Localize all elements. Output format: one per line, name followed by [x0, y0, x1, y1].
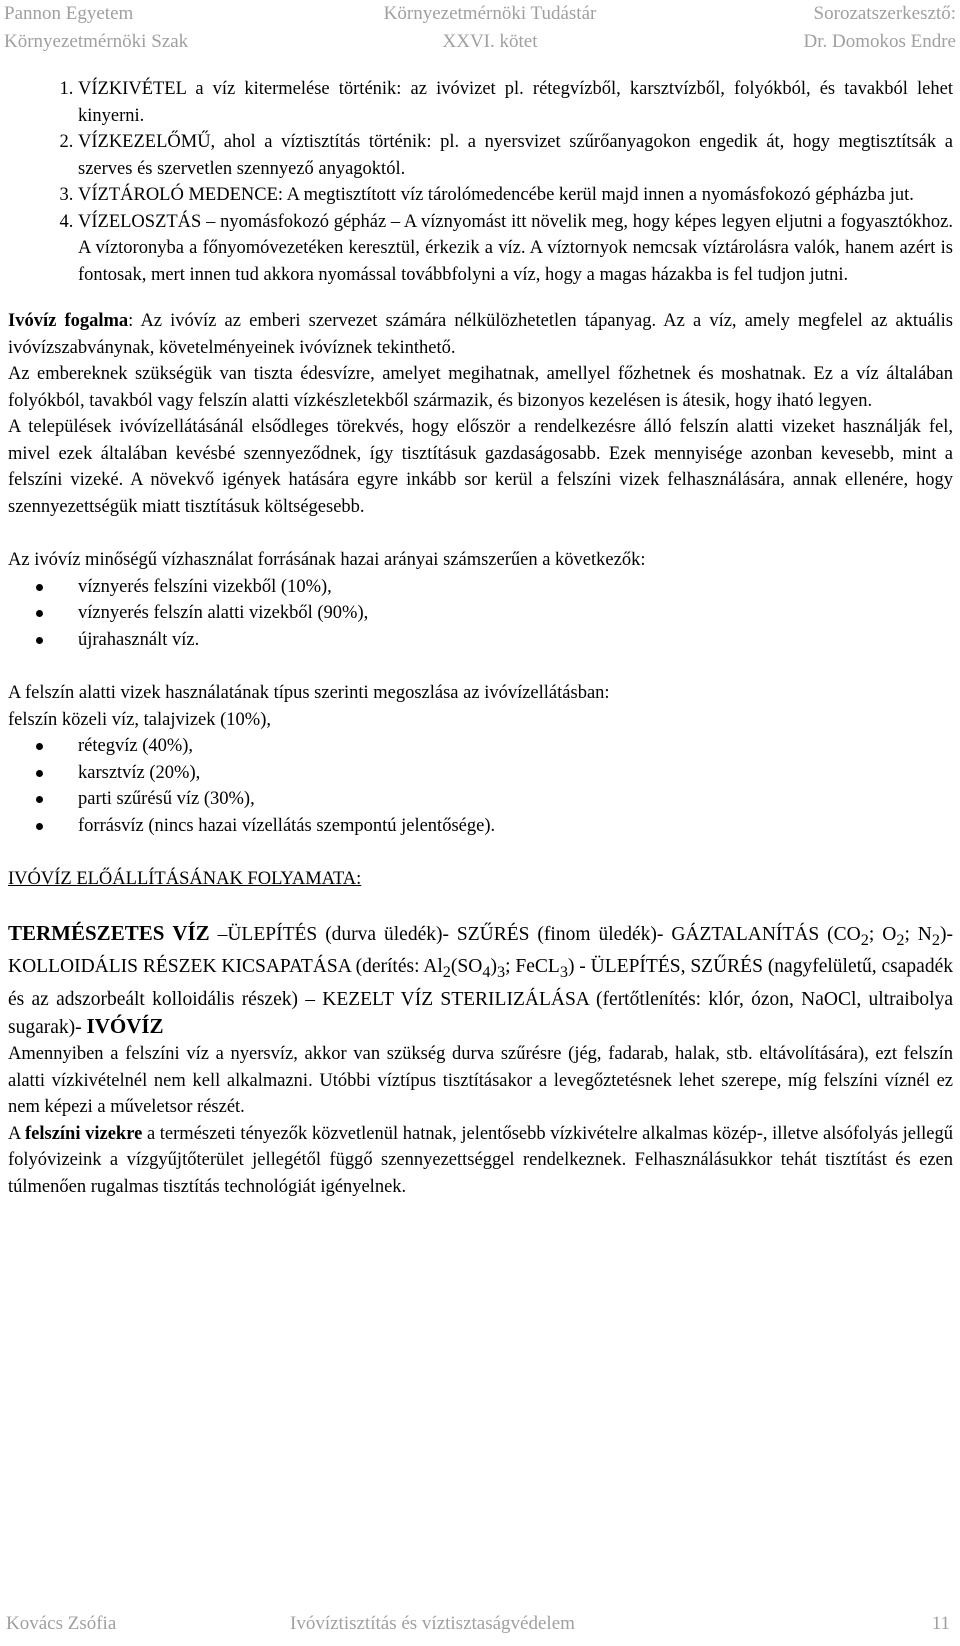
process-text: )- KOLLOIDÁLIS RÉSZEK KICSAPATÁSA (derítés: Al — [8, 923, 954, 978]
header-right — [803, 0, 956, 56]
header-program: Környezetmérnöki Szak — [4, 31, 189, 52]
process-text: ) — [490, 956, 497, 978]
list-item: víznyerés felszíni vizekből (10%), — [78, 574, 953, 601]
types-first: felszín közeli víz, talajvizek (10%), — [8, 709, 272, 730]
process-text: (SO — [450, 956, 483, 978]
process-flow — [8, 920, 953, 1042]
header-university: Pannon Egyetem — [4, 3, 134, 24]
ratios-intro: Az ivóvíz minőségű vízhasználat forrásának hazai arányai számszerűen a következők: — [8, 550, 646, 570]
list-item: újrahasznált víz. — [78, 627, 953, 654]
process-start: TERMÉSZETES VÍZ — [8, 920, 210, 945]
types-list — [8, 733, 953, 839]
document-body — [8, 76, 953, 1200]
process-text: ; N — [904, 923, 932, 945]
step-item: 3. VÍZTÁROLÓ MEDENCE: A megtisztított víz tárolómedencébe kerül majd innen a nyomásfokozó gépházba jut. — [78, 182, 953, 209]
footer-author: Kovács Zsófia — [6, 1613, 117, 1634]
paragraph-people: Az embereknek szükségük van tiszta édesvízre, amelyet megihatnak, amellyel főzhetnek és moshatnak. Ez a víz általában folyókból, tavakból vagy felszín alatti vízkészletekből származik, és bizonyos kezelésen is átesik, hogy iható legyen. — [8, 364, 953, 411]
step-item: 1. VÍZKIVÉTEL a víz kitermelése történik: az ivóvizet pl. rétegvízből, karsztvízből, folyókból, és tavakból lehet kinyerni. — [78, 76, 953, 129]
list-item: karsztvíz (20%), — [78, 760, 953, 787]
header-middle — [340, 0, 640, 56]
list-item: rétegvíz (40%), — [78, 733, 953, 760]
process-text: ; O — [868, 923, 897, 945]
process-text: ; FeCL — [505, 956, 560, 978]
header-editor-label: Sorozatszerkesztő: — [813, 3, 956, 24]
process-end: IVÓVÍZ — [86, 1014, 164, 1039]
process-subscript: 2 — [442, 963, 451, 982]
ratios-list — [8, 574, 953, 654]
list-item: forrásvíz (nincs hazai vízellátás szempontú jelentősége). — [78, 813, 953, 840]
step-item: 4. VÍZELOSZTÁS – nyomásfokozó gépház – A víznyomást itt növelik meg, hogy képes legyen eljutni a fogyasztókhoz. A víztoronyba a főnyomóvezetéken keresztül, érkezik a víz. A víztornyok nemcsak víztárolásra valók, hanem azért is fontosak, mert innen tud akkora nyomással továbbfolyni a víz, hogy a magas házakba is fel tudjon jutni. — [78, 209, 953, 289]
process-subscript: 3 — [496, 963, 506, 982]
list-item: parti szűrésű víz (30%), — [78, 786, 953, 813]
process-title: IVÓVÍZ ELŐÁLLÍTÁSÁNAK FOLYAMATA: — [8, 869, 362, 889]
process-subscript: 4 — [482, 963, 491, 982]
paragraph-settlements: A települések ivóvízellátásánál elsődleges törekvés, hogy először a rendelkezésre álló felszín alatti vizeket használják fel, mivel ezek általában kevésbé szennyeződnek, így tisztításuk gazdaságosabb. Ezek mennyisége azonban kevesebb, mint a felszíni vizeké. A növekvő igények hatására egyre inkább sor kerül a felszíni vizek felhasználására, annak ellenére, hogy szennyezettségük miatt tisztításuk költségesebb. — [8, 417, 953, 517]
surface-term: felszíni vizekre — [24, 1123, 143, 1144]
surface-text: a természeti tényezők közvetlenül hatnak, jelentősebb vízkivételre alkalmas közép-, illetve alsófolyás jellegű folyóvizeink a vízgyűjtőterület jellegétől függő szennyezettséggel rendelkeznek. Felhasználásukkor tehát tisztítást és ezen túlmenően rugalmas tisztítás technológiát igényelnek. — [8, 1123, 954, 1197]
page-header — [0, 0, 960, 56]
process-subscript: 2 — [896, 930, 905, 949]
water-supply-steps — [8, 76, 953, 288]
definition-paragraph — [8, 308, 953, 361]
process-subscript: 2 — [931, 930, 941, 949]
list-item: víznyerés felszín alatti vizekből (90%), — [78, 600, 953, 627]
paragraph-raw-water: Amennyiben a felszíni víz a nyersvíz, akkor van szükség durva szűrésre (jég, fadarab, halak, stb. eltávolítására), ezt felszín alatti vízkivételnél nem kell alkalmazni. Utóbbi víztípus tisztításakor a levegőztetésnek lehet szerepe, míg felszíni víznél ez nem képezi a műveletsor részét. — [8, 1044, 953, 1118]
footer-title: Ivóvíztisztítás és víztisztaságvédelem — [290, 1613, 575, 1634]
process-text: ) - ÜLEPÍTÉS, SZŰRÉS (nagyfelületű, csapadék és az adszorbeált kolloidális részek) – KEZELT VÍZ STERILIZÁLÁSA (fertőtlenítés: klór, ózon, NaOCl, ultraibolya sugarak)- — [8, 956, 953, 1039]
step-item: 2. VÍZKEZELŐMŰ, ahol a víztisztítás történik: pl. a nyersvizet szűrőanyagokon engedik át, hogy megtisztítsák a szerves és szervetlen szennyező anyagoktól. — [78, 129, 953, 182]
header-series: Környezetmérnöki Tudástár — [383, 3, 597, 24]
process-subscript: 2 — [860, 930, 869, 949]
process-text: –ÜLEPÍTÉS (durva üledék)- SZŰRÉS (finom üledék)- GÁZTALANÍTÁS (CO — [209, 923, 861, 945]
header-volume: XXVI. kötet — [442, 31, 538, 52]
definition-text: : Az ivóvíz az emberi szervezet számára nélkülözhetetlen tápanyag. Az a víz, amely megfelel az aktuális ivóvízszabványnak, követelményeinek ivóvíznek tekinthető. — [8, 311, 954, 358]
page-footer — [0, 1610, 960, 1640]
paragraph-surface-water — [8, 1121, 953, 1201]
types-intro: A felszín alatti vizek használatának típus szerinti megoszlása az ivóvízellátásban: — [8, 683, 610, 703]
header-editor-name: Dr. Domokos Endre — [803, 31, 956, 52]
surface-text: A — [8, 1123, 25, 1144]
definition-term: Ivóvíz fogalma — [8, 311, 129, 331]
page-number: 11 — [931, 1613, 950, 1634]
header-left — [4, 0, 188, 56]
process-subscript: 3 — [559, 963, 568, 982]
